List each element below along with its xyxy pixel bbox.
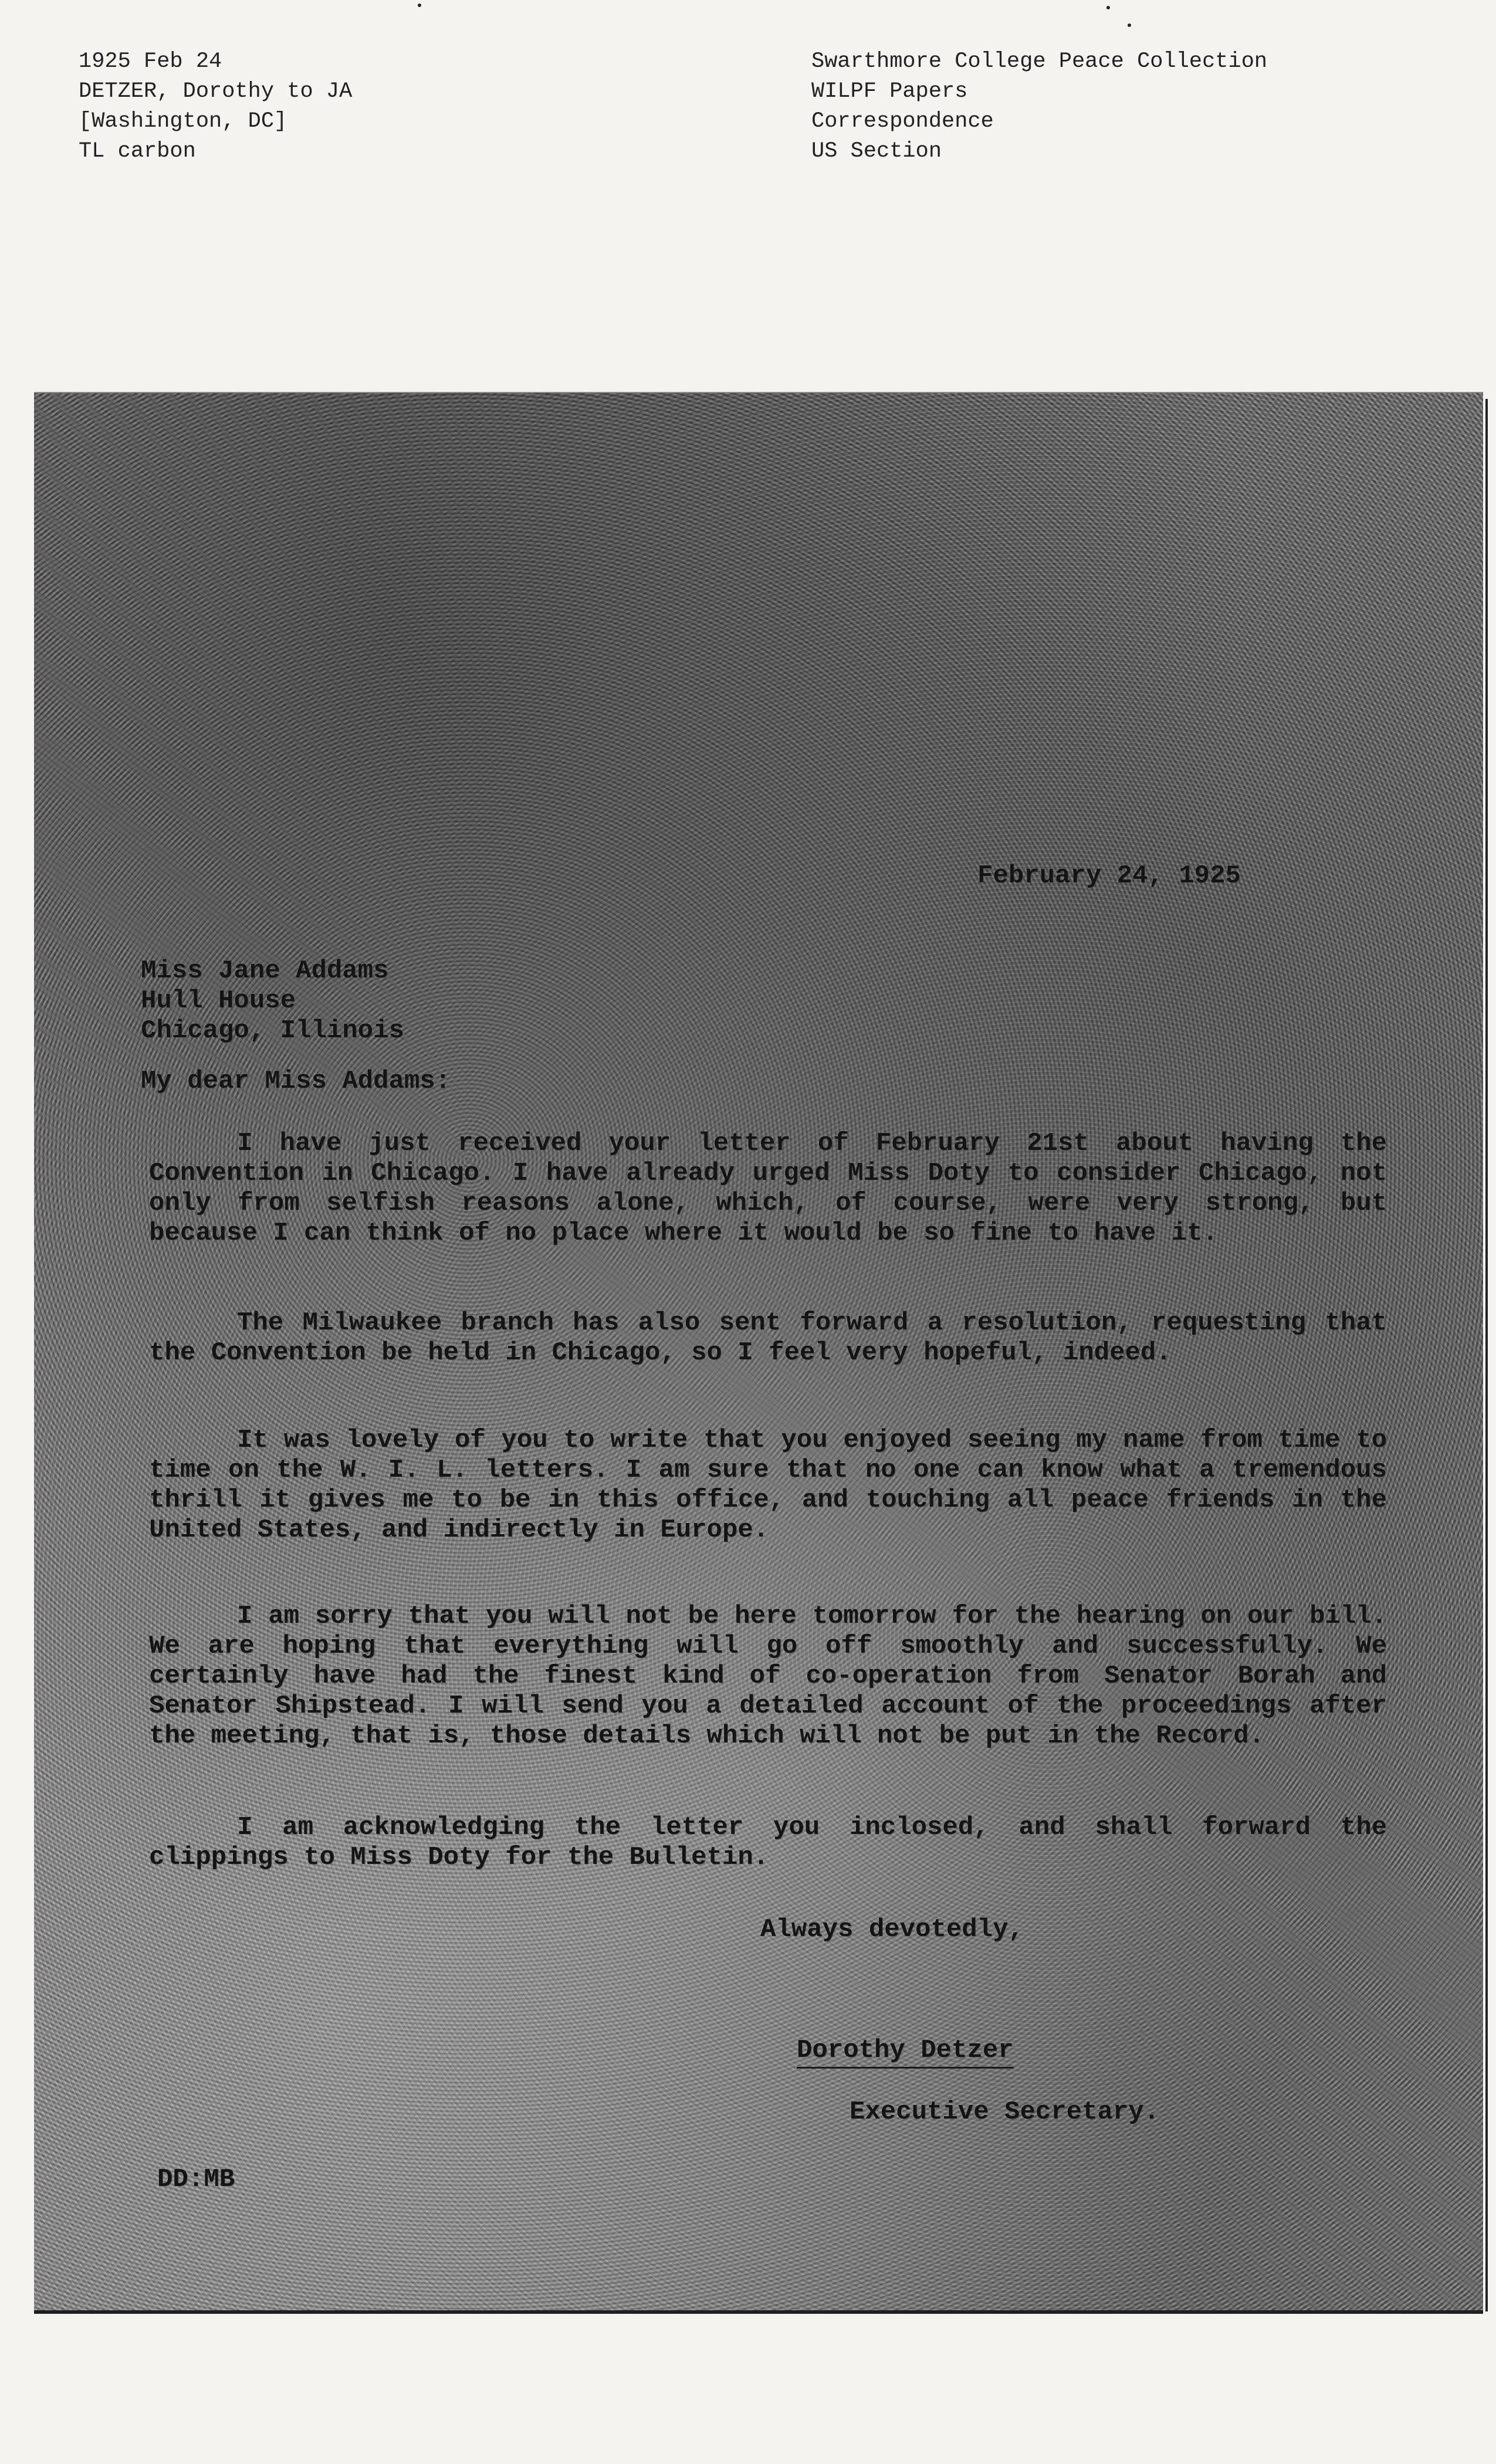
catalog-place: [Washington, DC] — [79, 109, 287, 134]
letter-paragraph: The Milwaukee branch has also sent forward a resolution, requesting that the Convention be held in Chicago, so I feel very hopeful, indeed. — [149, 1308, 1387, 1368]
letter-paragraph: I am sorry that you will not be here tomorrow for the hearing on our bill. We are hoping that everything will go off smoothly and successfully. We certainly have had the finest kind of co-operation from Senator Borah and Senator Shipstead. I will send you a detailed account of the proceedings after the meeting, that is, those details which will not be put in the Record. — [149, 1602, 1387, 1751]
catalog-format: TL carbon — [79, 139, 196, 164]
recipient-address-line: Hull House — [141, 986, 296, 1016]
collection-papers: WILPF Papers — [811, 79, 968, 104]
collection-repository: Swarthmore College Peace Collection — [811, 49, 1268, 74]
letter-paragraph: I have just received your letter of February 21st about having the Convention in Chicago. I have already urged Miss Doty to consider Chicago, not only from selfish reasons alone, which, of course, were very strong, but because I can think of no place where it would be so fine to have it. — [149, 1129, 1387, 1248]
salutation: My dear Miss Addams: — [141, 1067, 451, 1096]
sheet-edge — [1485, 399, 1488, 2311]
recipient-address — [141, 956, 404, 1046]
collection-series: Correspondence — [811, 109, 994, 134]
signature-name: Dorothy Detzer — [797, 2036, 1014, 2069]
reference-initials: DD:MB — [157, 2165, 235, 2194]
ink-speck — [1106, 6, 1110, 9]
complimentary-close: Always devotedly, — [760, 1915, 1024, 1944]
collection-info — [811, 47, 1267, 167]
carbon-copy-sheet — [34, 392, 1483, 2311]
ink-speck — [1128, 23, 1131, 27]
catalog-correspondents: DETZER, Dorothy to JA — [79, 79, 353, 104]
recipient-name: Miss Jane Addams — [141, 956, 389, 986]
signer-title: Executive Secretary. — [849, 2097, 1160, 2127]
catalog-info — [79, 47, 352, 167]
ink-speck — [418, 4, 421, 7]
letter-paragraph: It was lovely of you to write that you enjoyed seeing my name from time to time on the W. I. L. letters. I am sure that no one can know what a tremendous thrill it gives me to be in this office, and touching all peace friends in the United States, and indirectly in Europe. — [149, 1426, 1387, 1545]
catalog-date: 1925 Feb 24 — [79, 49, 222, 74]
archive-header — [0, 47, 1496, 176]
collection-subseries: US Section — [811, 139, 942, 164]
letter-text — [34, 393, 1483, 2311]
letter-date: February 24, 1925 — [977, 861, 1241, 891]
letter-paragraph: I am acknowledging the letter you inclosed, and shall forward the clippings to Miss Doty for the Bulletin. — [149, 1813, 1387, 1872]
recipient-address-line: Chicago, Illinois — [141, 1016, 404, 1045]
